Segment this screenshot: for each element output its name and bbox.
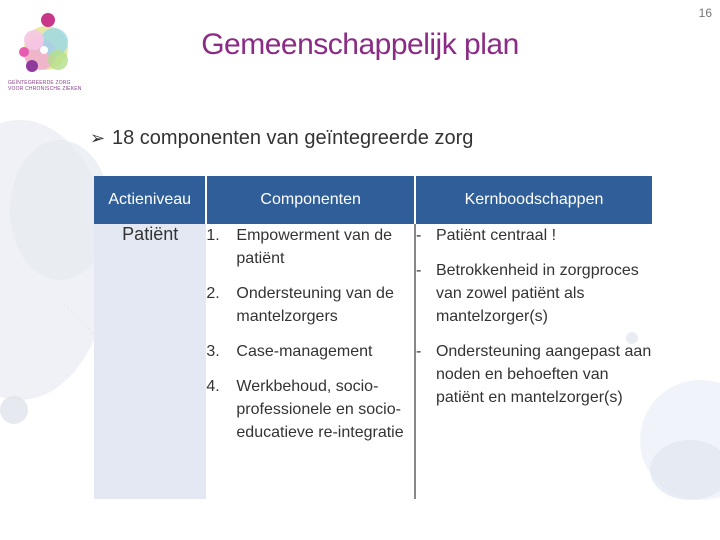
messages-cell xyxy=(415,224,652,499)
component-number: 4. xyxy=(206,378,220,395)
component-number: 2. xyxy=(206,285,220,302)
message-text: Patiënt centraal ! xyxy=(435,227,557,244)
component-item xyxy=(206,224,414,270)
dash-bullet: - xyxy=(415,343,422,360)
component-text: Werkbehoud, socio-professionele en socio-educatieve re-integratie xyxy=(236,378,404,441)
component-text: Empowerment van de patiënt xyxy=(236,227,393,267)
header-actieniveau: Actieniveau xyxy=(94,176,206,224)
message-text: Betrokkenheid in zorgproces van zowel patiënt als mantelzorger(s) xyxy=(435,262,639,325)
message-text: Ondersteuning aangepast aan noden en behoeften van patiënt en mantelzorger(s) xyxy=(435,343,652,406)
logo-text: GEÏNTEGREERDE ZORG VOOR CHRONISCHE ZIEKEN xyxy=(8,80,82,92)
message-item xyxy=(416,259,652,328)
page-number: 16 xyxy=(698,6,712,20)
level-cell: Patiënt xyxy=(94,224,206,499)
header-componenten: Componenten xyxy=(206,176,415,224)
slide-title: Gemeenschappelijk plan xyxy=(201,28,519,61)
component-item xyxy=(206,340,414,363)
message-item xyxy=(416,340,652,409)
components-cell xyxy=(206,224,415,499)
component-item xyxy=(206,282,414,328)
bullet-line xyxy=(90,127,473,150)
component-text: Ondersteuning van de mantelzorgers xyxy=(236,285,394,325)
component-text: Case-management xyxy=(236,343,373,360)
header-kernboodschappen: Kernboodschappen xyxy=(415,176,652,224)
messages-list xyxy=(416,224,652,409)
component-item xyxy=(206,375,414,444)
table-header-row xyxy=(94,176,652,224)
table-row xyxy=(94,224,652,499)
arrow-bullet-icon: ➢ xyxy=(90,128,106,148)
component-number: 1. xyxy=(206,227,220,244)
dash-bullet: - xyxy=(415,227,422,244)
dash-bullet: - xyxy=(415,262,422,279)
message-item xyxy=(416,224,652,247)
bullet-text: 18 componenten van geïntegreerde zorg xyxy=(112,127,474,149)
component-number: 3. xyxy=(206,343,220,360)
components-list xyxy=(206,224,414,444)
plan-table xyxy=(94,176,652,499)
